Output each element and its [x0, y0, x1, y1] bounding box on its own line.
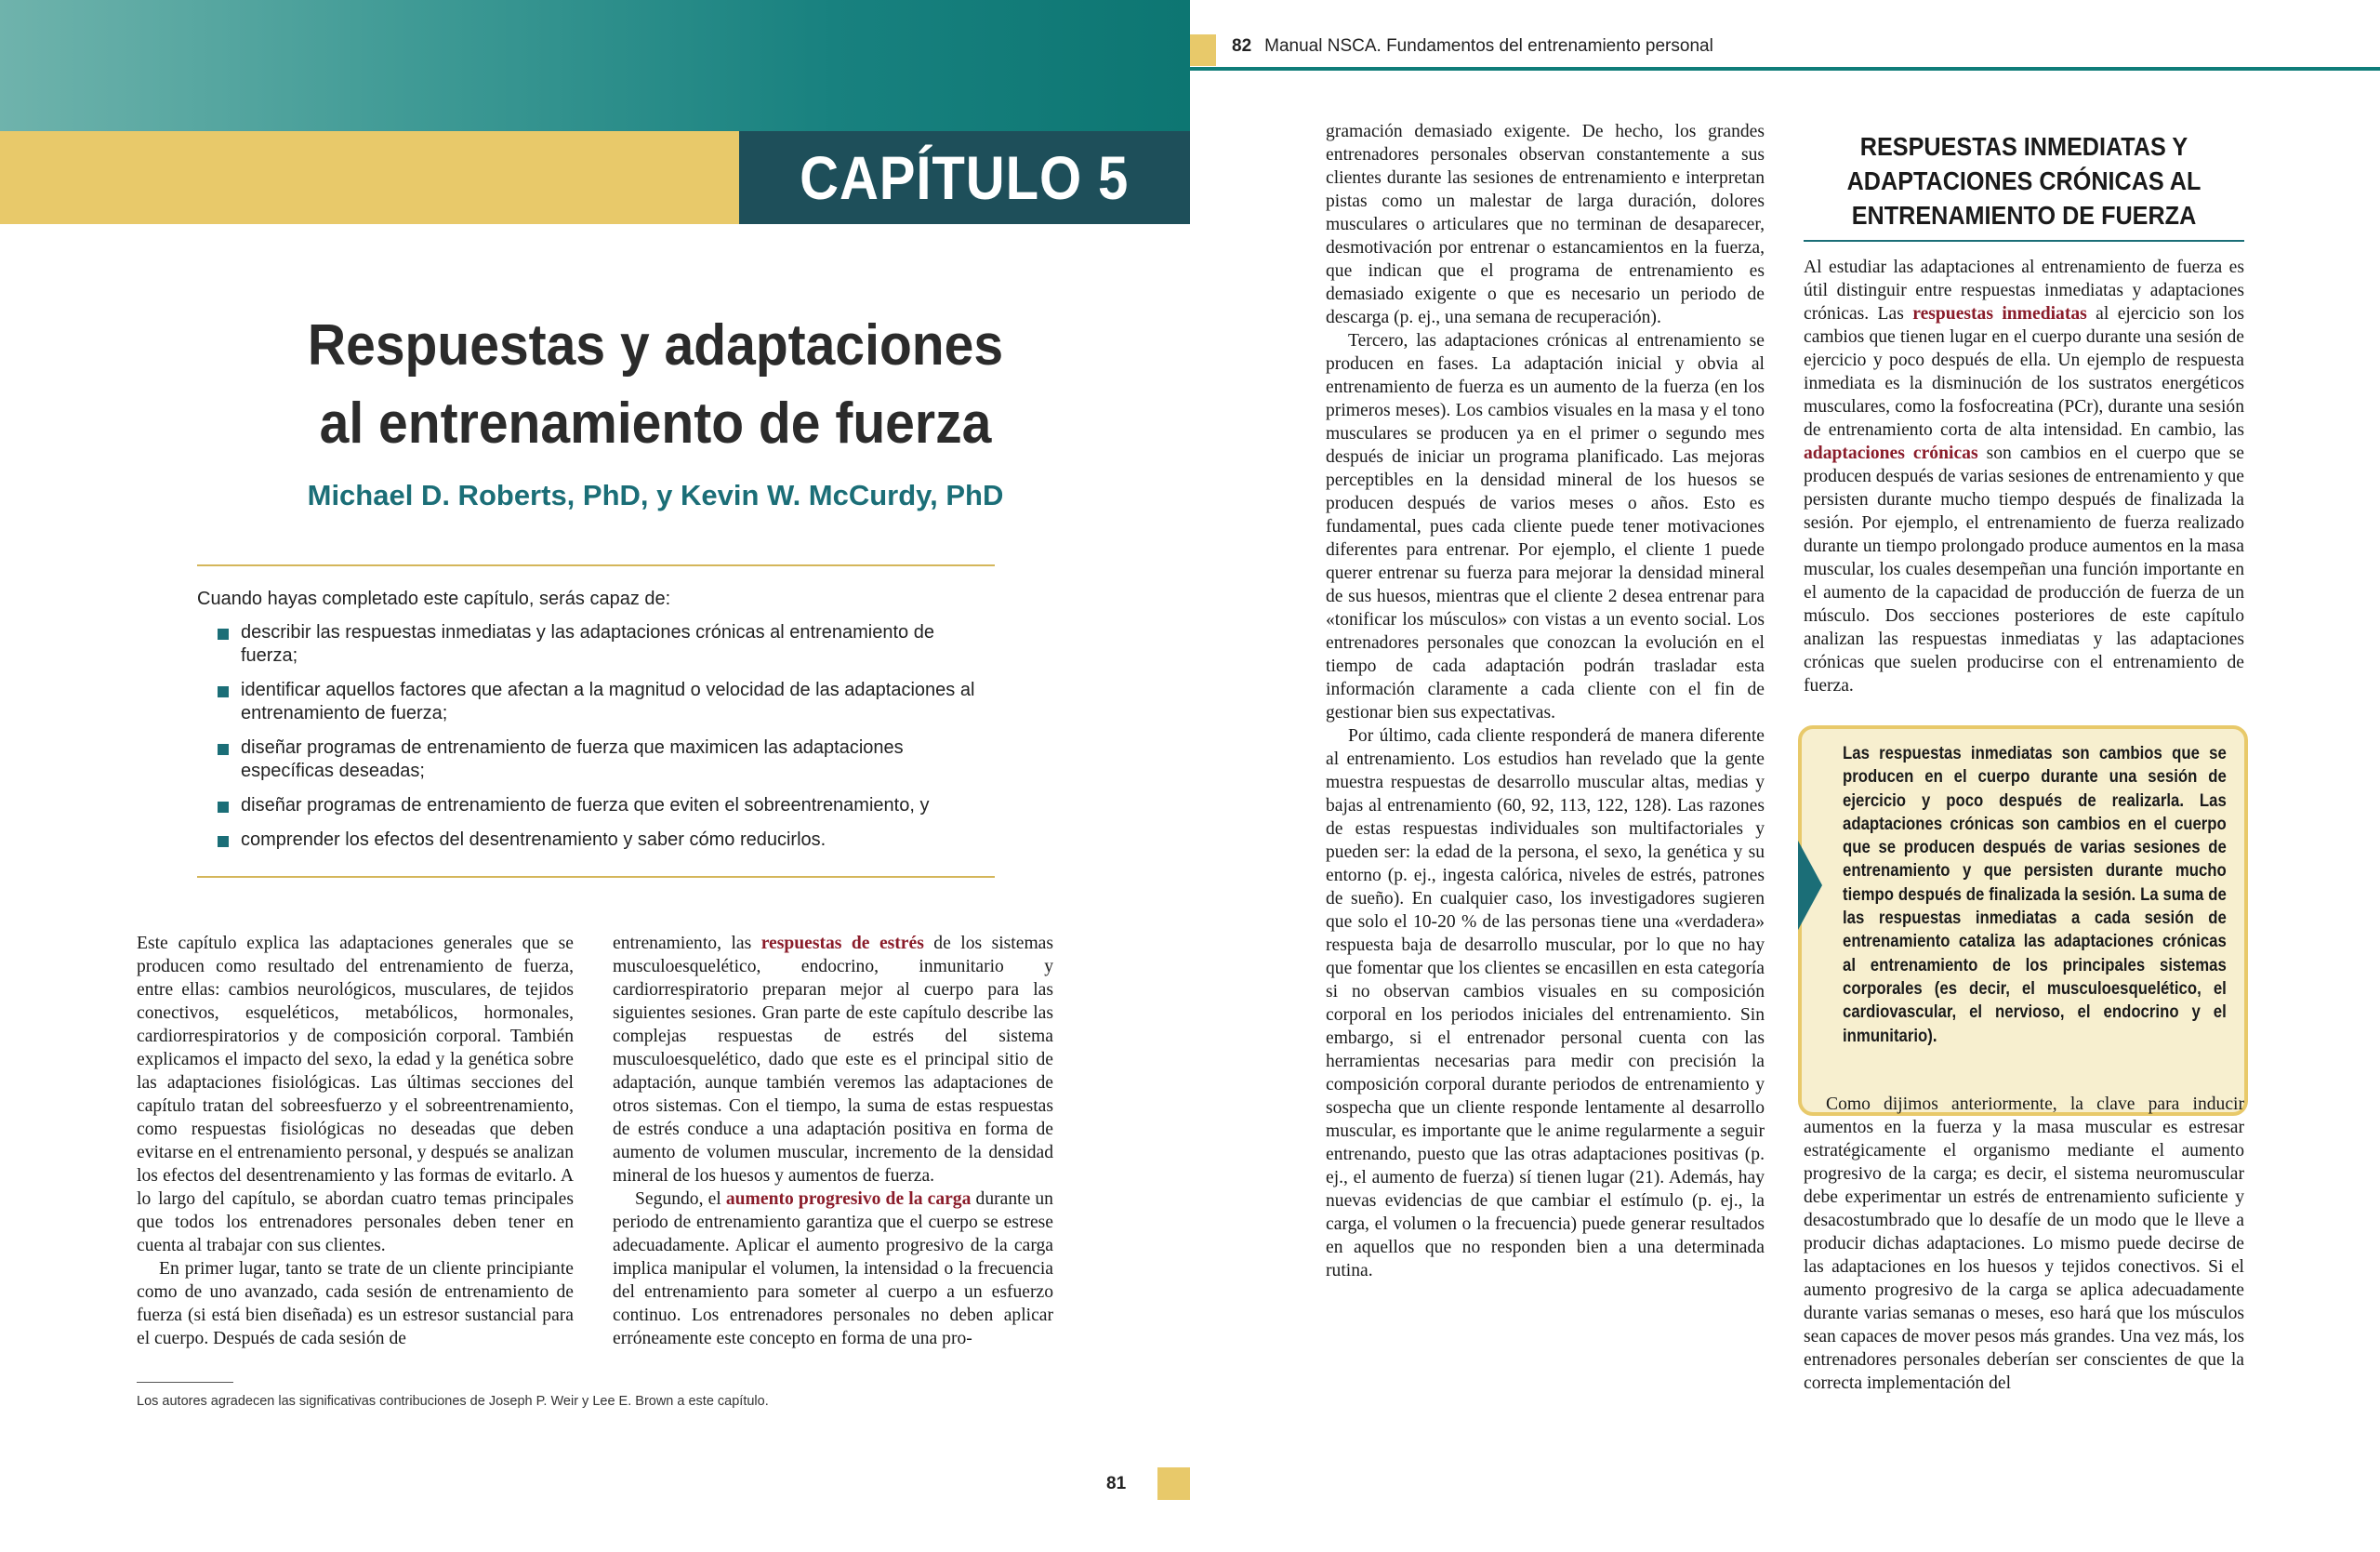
keyword-term: aumento progresivo de la carga: [725, 1189, 972, 1209]
body-column-left-1: [137, 932, 574, 1350]
objective-item: diseñar programas de entrenamiento de fuerza que maximicen las adaptaciones específicas deseadas;: [197, 736, 995, 783]
paragraph: gramación demasiado exigente. De hecho, los grandes entrenadores personales observan constantemente a sus clientes durante las sesiones de entrenamiento e interpretan pistas como un malestar de larga duración, dolores musculares o articulares que no terminan de desaparecer, desmotivación por entrenar o estancamientos en la fuerza, que indican que el programa de entrenamiento es demasiado exigente o que es necesario un periodo de descarga (p. ej., una semana de recuperación).: [1326, 122, 1765, 327]
section-heading-rule: [1804, 240, 2244, 242]
objectives-list: [197, 621, 995, 852]
section-heading: RESPUESTAS INMEDIATAS Y ADAPTACIONES CRÓNICAS AL ENTRENAMIENTO DE FUERZA: [1846, 132, 2202, 230]
header-page-number: 82: [1232, 36, 1252, 56]
objective-item: diseñar programas de entrenamiento de fuerza que eviten el sobreentrenamiento, y: [197, 794, 995, 817]
chapter-title-line2: al entrenamiento de fuerza: [319, 391, 992, 456]
body-column-left-2: [613, 932, 1053, 1350]
square-bullet-icon: [218, 629, 229, 640]
square-bullet-icon: [218, 836, 229, 847]
paragraph: Tercero, las adaptaciones crónicas al entrenamiento se producen en fases. La adaptación inicial y obvia al entrenamiento de fuerza es un aumento de la fuerza (en los primeros meses). Los cambios visuales en la masa y el tono musculares se producen ya en el primer o segundo mes después de iniciar un programa planificado. Las mejoras perceptibles en la densidad mineral de los huesos se producen después de varios meses o años. Esto es fundamental, pues cada cliente puede tener motivaciones diferentes para entrenar. Por ejemplo, el cliente 1 puede querer entrenar su fuerza para mejorar la densidad mineral de sus huesos, mientras que el cliente 2 desea entrenar para «tonificar los músculos» con vistas a un evento social. Los entrenadores personales que conozcan la evolución en el tiempo de cada adaptación podrán trasladar esta información claramente a cada cliente con el fin de gestionar bien sus expectativas.: [1326, 331, 1765, 723]
chapter-label: CAPÍTULO 5: [800, 143, 1130, 212]
paragraph: Al estudiar las adaptaciones al entrenamiento de fuerza es útil distinguir entre respuestas inmediatas y adaptaciones crónicas. Las respuestas inmediatas al ejercicio son los cambios que tienen lugar en el cuerpo durante una sesión de ejercicio y poco después de ella. Un ejemplo de respuesta inmediata es la disminución de los sustratos energéticos musculares, como la fosfocreatina (PCr), durante una sesión de entrenamiento corta de alta intensidad. En cambio, las adaptaciones crónicas son cambios en el cuerpo que se producen después de varias sesiones de entrenamiento y que persisten durante mucho tiempo después de finalizada la sesión. Por ejemplo, el entrenamiento de fuerza realizado durante un tiempo prolongado produce aumentos en la masa muscular, los cuales desempeñan una función importante en el aumento de la capacidad de producción de fuerza de un músculo. Dos secciones posteriores de este capítulo analizan las respuestas inmediatas y las adaptaciones crónicas que suelen producirse con el entrenamiento de fuerza.: [1804, 258, 2245, 696]
paragraph: Segundo, el aumento progresivo de la carga durante un periodo de entrenamiento garantiza que el cuerpo se estrese adecuadamente. Aplicar el aumento progresivo de la carga implica manipular el volumen, la intensidad o la frecuencia del entrenamiento para someter al cuerpo a un esfuerzo continuo. Los entrenadores personales no deben aplicar erróneamente este concepto en forma de una pro-: [613, 1189, 1053, 1348]
header-rule: [1190, 67, 2380, 71]
callout-text: Las respuestas inmediatas son cambios que se producen en el cuerpo durante una sesión de ejercicio y poco después de realizarla. Las adaptaciones crónicas son cambios en el cuerpo que se producen después de varias sesiones de entrenamiento y que persisten durante mucho tiempo después de finalizada la sesión. La suma de las respuestas inmediatas a cada sesión de entrenamiento cataliza las adaptaciones crónicas al entrenamiento de los principales sistemas corporales (es decir, el musculoesquelético, el cardiovascular, el nervioso, el endocrino y el inmunitario).: [1843, 743, 2227, 1046]
paragraph: Este capítulo explica las adaptaciones generales que se producen como resultado del entrenamiento de fuerza, entre ellas: cambios neurológicos, musculares, de tejidos conectivos, esqueléticos, metabólicos, hormonales, cardiorrespiratorios y de composición corporal. También explicamos el impacto del sexo, la edad y la genética sobre las adaptaciones fisiológicas. Las últimas secciones del capítulo tratan del sobreesfuerzo y el sobreentrenamiento, como respuestas fisiológicas no deseadas que deben evitarse en el entrenamiento personal, y después se analizan los efectos del desentrenamiento y las formas de evitarlo. A lo largo del capítulo, se abordan cuatro temas principales que todos los entrenadores personales deben tener en cuenta al trabajar con sus clientes.: [137, 934, 574, 1255]
objective-item: comprender los efectos del desentrenamiento y saber cómo reducirlos.: [197, 829, 995, 852]
running-header-marker: [1190, 34, 1216, 66]
square-bullet-icon: [218, 802, 229, 813]
callout-arrow-icon: [1798, 841, 1822, 930]
chapter-title: [155, 307, 1156, 463]
running-header: [1232, 36, 1713, 57]
chapter-authors: Michael D. Roberts, PhD, y Kevin W. McCurdy, PhD: [307, 479, 1004, 511]
paragraph: En primer lugar, tanto se trate de un cliente principiante como de uno avanzado, cada sesión de entrenamiento de fuerza (si está bien diseñada) es un estresor sustancial para el cuerpo. Después de cada sesión de: [137, 1259, 574, 1348]
header-book-title: Manual NSCA. Fundamentos del entrenamiento personal: [1264, 36, 1713, 56]
square-bullet-icon: [218, 744, 229, 755]
chapter-label-box: [739, 131, 1190, 224]
right-page: [1190, 0, 2380, 1552]
paragraph: entrenamiento, las respuestas de estrés de los sistemas musculoesquelético, endocrino, inmunitario y cardiorrespiratorio preparan mejor al cuerpo para las siguientes sesiones. Gran parte de este capítulo describe las complejas respuestas de estrés del sistema musculoesquelético, dado que este es el principal sitio de adaptación, aunque también veremos las adaptaciones de otros sistemas. Con el tiempo, la suma de estas respuestas de estrés conduce a una adaptación positiva en forma de aumento de volumen muscular, incremento de la densidad mineral de los huesos y aumentos de fuerza.: [613, 934, 1054, 1186]
keyword-term: adaptaciones crónicas: [1804, 444, 1978, 463]
keyword-term: respuestas inmediatas: [1912, 304, 2087, 324]
objective-item: identificar aquellos factores que afectan a la magnitud o velocidad de las adaptaciones al entrenamiento de fuerza;: [197, 679, 995, 725]
objective-item: describir las respuestas inmediatas y las adaptaciones crónicas al entrenamiento de fuerza;: [197, 621, 995, 668]
page-number-marker: [1157, 1467, 1190, 1500]
body-column-right-2-continued: [1804, 1093, 2244, 1395]
chapter-title-line1: Respuestas y adaptaciones: [307, 313, 1004, 378]
paragraph: Por último, cada cliente responderá de manera diferente al entrenamiento. Los estudios han revelado que la gente muestra respuestas de desarrollo muscular altas, medias y bajas al entrenamiento (60, 92, 113, 122, 128). Las razones de estas respuestas individuales son multifactoriales y pueden ser: la edad de la persona, el sexo, la genética y su entorno (p. ej., ingesta calórica, niveles de estrés, patrones de sueño). En cualquier caso, los investigadores sugieren que solo el 10-20 % de las personas tiene una «verdadera» respuesta baja de desarrollo muscular, por lo que no hay que fomentar que los clientes se encasillen en esta categoría si no observan cambios visuales en su composición corporal en los periodos iniciales del entrenamiento. Sin embargo, si el entrenador personal cuenta con las herramientas necesarias para medir con precisión la composición corporal durante periodos de entrenamiento y sospecha que un cliente responde lentamente al desarrollo muscular, es importante que le anime regularmente a seguir entrenando, puesto que las otras adaptaciones positivas (p. ej., el aumento de fuerza) sí tienen lugar (21). Además, hay nuevas evidencias de que cambiar el estímulo (p. ej., la carga, el volumen o la frecuencia) puede generar resultados en aquellos que no responden bien a una determinada rutina.: [1326, 726, 1765, 1280]
square-bullet-icon: [218, 686, 229, 697]
body-column-right-2: [1804, 256, 2244, 697]
footnote: Los autores agradecen las significativas contribuciones de Joseph P. Weir y Lee E. Brown a este capítulo.: [137, 1394, 769, 1409]
body-column-right-1: [1326, 120, 1765, 1282]
header-teal-band: [0, 0, 1190, 131]
page-number: 81: [1106, 1474, 1127, 1493]
learning-objectives: [197, 564, 995, 878]
key-point-callout: [1798, 725, 2248, 1116]
paragraph: Como dijimos anteriormente, la clave para inducir aumentos en la fuerza y la masa muscular es estresar estratégicamente el organismo mediante el aumento progresivo de la carga; es decir, el sistema neuromuscular debe experimentar un estrés de entrenamiento suficiente y desacostumbrado que lo desafíe de un modo que le lleve a producir dichas adaptaciones. Lo mismo puede decirse de las adaptaciones en los huesos y tejidos conectivos. Si el aumento progresivo de la carga se aplica adecuadamente durante varias semanas o meses, eso hará que los músculos sean capaces de mover pesos más grandes. Una vez más, los entrenadores personales deberían ser conscientes de que la correcta implementación del: [1804, 1094, 2244, 1393]
footnote-divider: [137, 1382, 233, 1383]
header-yellow-band: [0, 131, 739, 224]
objectives-intro: Cuando hayas completado este capítulo, serás capaz de:: [197, 589, 671, 609]
keyword-term: respuestas de estrés: [760, 934, 924, 953]
